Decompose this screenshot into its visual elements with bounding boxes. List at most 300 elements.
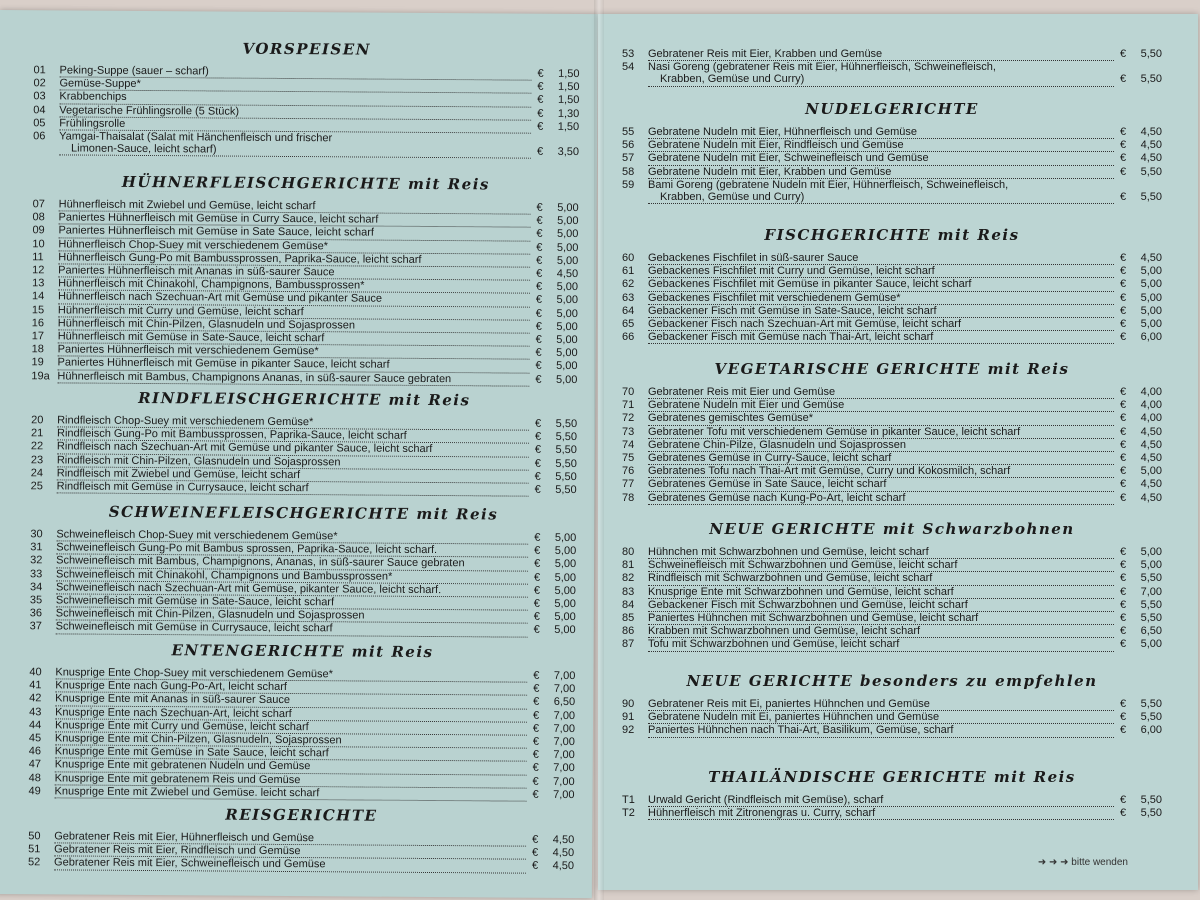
euro-sign: € — [535, 294, 543, 307]
euro-sign: € — [1119, 625, 1127, 638]
item-number: 82 — [622, 572, 635, 585]
menu-item — [622, 386, 1162, 399]
item-number: 24 — [30, 467, 44, 480]
item-number: 03 — [33, 90, 46, 103]
euro-sign: € — [1119, 425, 1127, 438]
item-price: 6,00 — [1140, 331, 1162, 344]
item-price: 4,50 — [552, 833, 575, 847]
item-description: Krabbenchips — [59, 91, 531, 107]
item-description: Schweinefleisch Chop-Suey mit verschiedenem Gemüse* — [56, 528, 528, 544]
euro-sign: € — [1119, 794, 1127, 806]
euro-sign: € — [1119, 724, 1127, 737]
item-price: 7,00 — [553, 788, 575, 801]
menu-section — [622, 48, 1162, 87]
item-description: Gebratene Nudeln mit Eier, Krabben und Gemüse — [648, 166, 1114, 179]
item-description: Schweinefleisch mit Chin-Pilzen, Glasnudeln und Sojasprossen — [56, 608, 528, 624]
item-price: 5,00 — [556, 307, 578, 320]
euro-sign: € — [537, 120, 544, 133]
euro-sign: € — [535, 280, 543, 294]
menu-section — [622, 670, 1162, 738]
euro-sign: € — [1119, 73, 1127, 86]
section-heading: RINDFLEISCHGERICHTE mit Reis — [138, 388, 471, 410]
item-price: 4,00 — [1140, 399, 1162, 412]
item-description: Gebratene Nudeln mit Eier und Gemüse — [648, 399, 1114, 412]
menu-item — [622, 252, 1162, 265]
turn-page-note: ➜ ➜ ➜ bitte wenden — [1037, 857, 1128, 868]
item-number: 77 — [622, 478, 635, 491]
item-number: 86 — [622, 625, 635, 638]
menu-item — [622, 546, 1162, 559]
item-price: 5,00 — [1140, 638, 1162, 651]
menu-item — [622, 612, 1162, 625]
item-price: 1,50 — [557, 120, 580, 133]
euro-sign: € — [1119, 265, 1127, 278]
euro-sign: € — [532, 833, 539, 846]
menu-item — [622, 139, 1162, 152]
section-heading: REISGERICHTE — [225, 805, 378, 825]
item-price: 5,50 — [555, 417, 578, 431]
menu-item — [622, 305, 1162, 318]
item-price: 5,00 — [554, 545, 577, 558]
item-description: Paniertes Hühnerfleisch mit Gemüse in pikanter Sauce, leicht scharf — [57, 357, 529, 373]
item-number: 58 — [622, 165, 635, 178]
item-number: 65 — [622, 318, 635, 331]
menu-section — [28, 638, 575, 802]
euro-sign: € — [1119, 152, 1127, 165]
item-description: Yamgai-Thaisalat (Salat mit Hänchenfleisch und frischer Limonen-Sauce, leicht scharf) — [59, 130, 531, 159]
item-number: 91 — [622, 711, 635, 724]
section-heading: VORSPEISEN — [242, 39, 372, 59]
item-description: Knusprige Ente mit Ananas in süß-saurer Sauce — [55, 693, 527, 709]
euro-sign: € — [535, 320, 542, 333]
menu-item — [28, 857, 574, 874]
menu-item — [622, 452, 1162, 465]
item-description: Paniertes Hühnerfleisch mit Gemüse in Curry Sauce, leicht scharf — [59, 212, 531, 228]
item-number: 73 — [622, 425, 635, 438]
item-number: T1 — [622, 794, 635, 806]
euro-sign: € — [532, 722, 540, 735]
euro-sign: € — [1119, 386, 1127, 398]
euro-sign: € — [532, 762, 539, 775]
item-number: 17 — [31, 330, 45, 343]
item-description: Gebratene Nudeln mit Eier, Schweinefleisch und Gemüse — [648, 152, 1114, 165]
section-heading: SCHWEINEFLEISCHGERICHTE mit Reis — [108, 502, 499, 524]
menu-item — [622, 572, 1162, 585]
item-price: 5,00 — [1140, 465, 1162, 478]
item-description: Gebackener Fisch mit Gemüse nach Thai-Art, leicht scharf — [648, 331, 1114, 344]
euro-sign: € — [537, 80, 544, 93]
item-price: 5,00 — [556, 347, 578, 360]
euro-sign: € — [535, 360, 542, 373]
item-description: Knusprige Ente mit Schwarzbohnen und Gemüse, leicht scharf — [648, 586, 1114, 599]
euro-sign: € — [533, 669, 540, 682]
euro-sign: € — [534, 457, 541, 470]
menu-item — [31, 370, 577, 387]
item-price: 4,00 — [1140, 386, 1162, 398]
menu-section — [622, 358, 1162, 505]
menu-section — [622, 98, 1162, 204]
item-description: Gebratener Reis mit Eier, Hühnerfleisch und Gemüse — [54, 830, 526, 846]
item-price: 5,00 — [1140, 304, 1162, 317]
euro-sign: € — [537, 94, 544, 107]
item-price: 5,00 — [556, 228, 579, 241]
item-description: Rindfleisch mit Zwiebel und Gemüse, leicht scharf — [57, 467, 529, 483]
item-description: Gebratene Chin-Pilze, Glasnudeln und Sojasprossen — [648, 439, 1114, 452]
euro-sign: € — [537, 67, 544, 80]
item-price: 7,00 — [553, 735, 575, 749]
euro-sign: € — [1119, 438, 1127, 451]
item-number: 34 — [29, 581, 43, 594]
item-price: 5,00 — [556, 241, 579, 254]
menu-item — [622, 599, 1162, 612]
item-number: 72 — [622, 412, 635, 425]
item-description: Bami Goreng (gebratene Nudeln mit Eier, Hühnerfleisch, Schweinefleisch, Krabben, Gemüse und Curry) — [648, 179, 1114, 204]
menu-item — [622, 318, 1162, 331]
item-price: 4,50 — [1140, 252, 1162, 264]
item-number: 04 — [33, 103, 46, 116]
item-number: 05 — [33, 117, 46, 130]
item-price: 5,50 — [1140, 73, 1162, 86]
item-description: Schweinefleisch mit Bambus, Champignons, Ananas, in süß-saurer Sauce gebraten — [56, 555, 528, 571]
euro-sign: € — [536, 201, 543, 214]
item-price: 5,00 — [554, 558, 577, 571]
item-price: 5,00 — [556, 333, 578, 347]
item-number: 44 — [28, 719, 42, 732]
item-description: Schweinefleisch mit Gemüse in Currysauce, leicht scharf — [56, 621, 528, 637]
euro-sign: € — [1119, 478, 1127, 491]
item-number: 07 — [32, 198, 45, 211]
item-price: 1,50 — [557, 94, 580, 107]
euro-sign: € — [536, 145, 544, 158]
item-price: 5,00 — [557, 201, 579, 215]
item-description: Krabben mit Schwarzbohnen und Gemüse, leicht scharf — [648, 625, 1114, 638]
item-description: Hühnerfleisch Chop-Suey mit verschiedenem Gemüse* — [58, 238, 530, 254]
item-description: Hühnerfleisch mit Zwiebel und Gemüse, leicht scharf — [59, 198, 531, 214]
item-number: 31 — [30, 541, 43, 554]
item-price: 4,50 — [1140, 438, 1162, 451]
euro-sign: € — [1119, 598, 1127, 611]
item-number: 56 — [622, 139, 635, 152]
item-description: Gebratener Reis mit Ei, paniertes Hühnchen und Gemüse — [648, 698, 1114, 711]
item-price: 5,00 — [554, 624, 576, 637]
item-price: 5,50 — [1140, 165, 1162, 178]
item-description: Gebratener Tofu mit verschiedenem Gemüse in pikanter Sauce, leicht scharf — [648, 426, 1114, 439]
menu-item — [622, 166, 1162, 179]
menu-section — [30, 500, 577, 637]
euro-sign: € — [1119, 698, 1127, 710]
item-description: Peking-Suppe (sauer – scharf) — [60, 64, 532, 80]
menu-item — [622, 625, 1162, 638]
item-number: 76 — [622, 465, 635, 478]
menu-item — [622, 439, 1162, 452]
euro-sign: € — [1119, 612, 1127, 625]
item-number: 21 — [31, 427, 44, 440]
item-description: Hühnerfleisch mit Curry und Gemüse, leicht scharf — [58, 304, 530, 320]
item-description: Rindfleisch mit Chin-Pilzen, Glasnudeln und Sojasprossen — [57, 454, 529, 470]
euro-sign: € — [1119, 638, 1127, 651]
item-number: 85 — [622, 612, 635, 625]
menu-section — [28, 802, 574, 873]
item-number: 15 — [31, 303, 45, 316]
euro-sign: € — [1119, 190, 1127, 203]
item-number: 01 — [33, 64, 46, 77]
section-heading: FISCHGERICHTE mit Reis — [764, 226, 1020, 244]
item-price: 5,50 — [1140, 698, 1162, 710]
item-price: 5,50 — [1140, 598, 1162, 611]
item-price: 4,50 — [1140, 126, 1162, 138]
item-description: Gebratener Reis mit Eier und Gemüse — [648, 386, 1114, 399]
item-price: 5,00 — [554, 531, 577, 545]
item-description: Gemüse-Suppe* — [59, 78, 531, 94]
menu-item — [622, 711, 1162, 724]
euro-sign: € — [533, 696, 540, 709]
menu-item — [622, 48, 1162, 61]
euro-sign: € — [534, 430, 542, 443]
item-description: Paniertes Hühnchen nach Thai-Art, Basilikum, Gemüse, scharf — [648, 724, 1114, 737]
item-description: Hühnerfleisch mit Bambus, Champignons Ananas, in süß-saurer Sauce gebraten — [57, 370, 529, 386]
item-number: 49 — [28, 785, 41, 798]
menu-item — [33, 130, 579, 159]
item-price: 7,00 — [553, 749, 575, 762]
item-number: 78 — [622, 491, 635, 504]
item-price: 4,50 — [552, 847, 575, 860]
item-description: Frühlingsrolle — [59, 117, 531, 133]
item-description: Knusprige Ente nach Szechuan-Art, leicht scharf — [55, 706, 527, 722]
euro-sign: € — [1119, 165, 1127, 178]
euro-sign: € — [1119, 559, 1127, 572]
euro-sign: € — [1119, 546, 1127, 558]
item-description: Knusprige Ente mit Gemüse in Sate Sauce, leicht scharf — [55, 746, 527, 762]
menu-section — [622, 766, 1162, 820]
section-heading: NEUE GERICHTE mit Schwarzbohnen — [709, 520, 1075, 538]
item-price: 7,00 — [1140, 585, 1162, 598]
menu-item — [622, 331, 1162, 344]
menu-page-left — [0, 10, 598, 898]
menu-item — [622, 794, 1162, 807]
item-description: Knusprige Ente nach Gung-Po-Art, leicht scharf — [55, 680, 527, 696]
item-description: Urwald Gericht (Rindfleisch mit Gemüse), scharf — [648, 794, 1114, 807]
euro-sign: € — [1119, 711, 1127, 724]
item-price: 5,00 — [554, 584, 577, 597]
euro-sign: € — [1119, 491, 1127, 504]
item-number: 18 — [31, 343, 44, 356]
item-description: Hühnerfleisch mit Chin-Pilzen, Glasnudeln und Sojasprossen — [58, 317, 530, 333]
euro-sign: € — [532, 775, 539, 788]
item-price: 5,50 — [1140, 794, 1162, 806]
euro-sign: € — [532, 748, 539, 761]
section-heading: NEUE GERICHTE besonders zu empfehlen — [686, 672, 1098, 690]
item-number: 62 — [622, 278, 635, 291]
item-number: 50 — [28, 830, 41, 843]
item-price: 5,50 — [1140, 572, 1162, 585]
item-description: Schweinefleisch mit Chinakohl, Champignons und Bambussprossen* — [56, 568, 528, 584]
euro-sign: € — [534, 470, 541, 483]
item-number: 06 — [33, 130, 46, 143]
item-price: 4,00 — [1140, 412, 1162, 425]
euro-sign: € — [534, 483, 541, 496]
euro-sign: € — [1119, 278, 1127, 291]
item-description: Knusprige Ente mit gebratenen Nudeln und Gemüse — [55, 759, 527, 775]
menu-item — [28, 785, 574, 802]
euro-sign: € — [533, 682, 540, 695]
item-number: 12 — [32, 264, 45, 277]
item-description: Tofu mit Schwarzbohnen und Gemüse, leicht scharf — [648, 638, 1114, 651]
item-number: 87 — [622, 638, 635, 651]
euro-sign: € — [1119, 399, 1127, 412]
item-price: 6,00 — [1140, 724, 1162, 737]
item-description: Gebratene Nudeln mit Eier, Rindfleisch und Gemüse — [648, 139, 1114, 152]
euro-sign: € — [532, 735, 540, 748]
item-number: 90 — [622, 698, 635, 710]
item-price: 4,50 — [1140, 478, 1162, 491]
menu-section — [31, 386, 578, 497]
euro-sign: € — [1119, 318, 1127, 331]
menu-item — [622, 638, 1162, 651]
euro-sign: € — [533, 571, 541, 584]
item-description: Schweinefleisch mit Gemüse in Sate-Sauce, leicht scharf — [56, 594, 528, 610]
euro-sign: € — [1119, 304, 1127, 317]
section-heading: HÜHNERFLEISCHGERICHTE mit Reis — [121, 172, 490, 194]
menu-section — [622, 518, 1162, 652]
item-number: 13 — [32, 277, 45, 290]
item-price: 1,30 — [557, 107, 580, 120]
item-number: 64 — [622, 304, 635, 317]
item-price: 5,50 — [555, 457, 577, 470]
item-number: 16 — [31, 317, 45, 330]
item-number: 36 — [29, 607, 43, 620]
menu-item — [622, 492, 1162, 505]
euro-sign: € — [536, 241, 543, 254]
item-price: 5,00 — [1140, 265, 1162, 278]
item-number: 71 — [622, 399, 635, 412]
item-number: 25 — [30, 480, 43, 493]
item-number: 80 — [622, 546, 635, 558]
item-price: 7,00 — [553, 722, 576, 735]
item-price: 1,50 — [558, 81, 580, 94]
euro-sign: € — [537, 107, 544, 120]
item-price: 7,00 — [553, 775, 575, 788]
item-price: 5,00 — [556, 320, 578, 333]
item-price: 5,00 — [554, 611, 576, 624]
item-price: 5,00 — [556, 254, 579, 267]
item-number: 57 — [622, 152, 635, 165]
item-description: Knusprige Ente Chop-Suey mit verschiedenem Gemüse* — [55, 666, 527, 682]
item-price: 6,50 — [553, 696, 576, 709]
item-description: Nasi Goreng (gebratener Reis mit Eier, Hühnerfleisch, Schweinefleisch, Krabben, Gemüse und Curry) — [648, 61, 1114, 86]
euro-sign: € — [533, 624, 540, 637]
item-number: 51 — [28, 843, 41, 856]
item-description: Gebratenes Gemüse in Sate Sauce, leicht scharf — [648, 478, 1114, 491]
euro-sign: € — [535, 417, 542, 430]
item-price: 5,00 — [554, 597, 576, 611]
euro-sign: € — [532, 846, 539, 859]
euro-sign: € — [533, 610, 540, 624]
item-price: 5,50 — [555, 431, 578, 444]
item-number: 33 — [30, 567, 43, 580]
item-description: Gebratenes gemischtes Gemüse* — [648, 412, 1114, 425]
euro-sign: € — [1119, 412, 1127, 425]
item-number: 92 — [622, 724, 635, 737]
item-description: Paniertes Hühnerfleisch mit Ananas in süß-saurer Sauce — [58, 264, 530, 280]
menu-item — [622, 412, 1162, 425]
item-number: 61 — [622, 265, 635, 278]
euro-sign: € — [532, 709, 540, 722]
item-price: 5,00 — [556, 281, 579, 294]
item-price: 5,50 — [1140, 48, 1162, 60]
item-price: 5,00 — [1140, 559, 1162, 572]
item-description: Knusprige Ente mit Chin-Pilzen, Glasnudeln, Sojasprossen — [55, 732, 527, 748]
item-price: 4,50 — [1140, 152, 1162, 165]
item-number: 02 — [33, 77, 46, 90]
euro-sign: € — [1119, 807, 1127, 820]
euro-sign: € — [536, 254, 543, 267]
item-price: 4,50 — [1140, 425, 1162, 438]
euro-sign: € — [531, 860, 539, 873]
item-description: Schweinefleisch Gung-Po mit Bambus sprossen, Paprika-Sauce, leicht scharf. — [56, 542, 528, 558]
item-number: 60 — [622, 252, 635, 264]
item-description: Gebratenes Gemüse in Curry-Sauce, leicht scharf — [648, 452, 1114, 465]
item-description: Gebratener Reis mit Eier, Krabben und Gemüse — [648, 48, 1114, 61]
item-number: 32 — [30, 554, 43, 567]
item-description: Gebackenes Fischfilet in süß-saurer Sauce — [648, 252, 1114, 265]
item-number: 42 — [29, 692, 42, 705]
item-price: 1,50 — [558, 67, 580, 81]
item-description: Knusprige Ente mit Curry und Gemüse, leicht scharf — [55, 719, 527, 735]
item-description: Hühnerfleisch mit Gemüse in Sate-Sauce, leicht scharf — [58, 330, 530, 346]
euro-sign: € — [1119, 465, 1127, 478]
section-heading: NUDELGERICHTE — [805, 100, 979, 118]
euro-sign: € — [535, 333, 542, 346]
item-description: Gebackener Fisch nach Szechuan-Art mit Gemüse, leicht scharf — [648, 318, 1114, 331]
item-number: 48 — [28, 771, 41, 784]
item-description: Paniertes Hühnerfleisch mit verschiedenem Gemüse* — [58, 344, 530, 360]
euro-sign: € — [1119, 452, 1127, 465]
item-description: Gebackenes Fischfilet mit Curry und Gemüse, leicht scharf — [648, 265, 1114, 278]
euro-sign: € — [532, 788, 539, 801]
item-number: 22 — [30, 440, 44, 453]
item-number: 54 — [622, 61, 635, 74]
item-description: Gebratenes Gemüse nach Kung-Po-Art, leicht scharf — [648, 492, 1114, 505]
item-number: 09 — [32, 224, 45, 237]
menu-item — [622, 265, 1162, 278]
item-price: 4,50 — [1140, 452, 1162, 465]
euro-sign: € — [534, 558, 541, 571]
item-price: 5,50 — [555, 470, 577, 483]
item-number: 10 — [32, 237, 45, 250]
euro-sign: € — [1119, 331, 1127, 344]
menu-item — [30, 621, 576, 638]
item-description: Schweinefleisch nach Szechuan-Art mit Gemüse, pikanter Sauce, leicht scharf. — [56, 581, 528, 597]
item-price: 5,50 — [1140, 807, 1162, 820]
euro-sign: € — [534, 444, 542, 457]
item-number: 75 — [622, 452, 635, 465]
item-description: Gebratenes Tofu nach Thai-Art mit Gemüse, Curry und Kokosmilch, scharf — [648, 465, 1114, 478]
item-description: Hühnchen mit Schwarzbohnen und Gemüse, leicht scharf — [648, 546, 1114, 559]
euro-sign: € — [533, 597, 540, 610]
euro-sign: € — [536, 214, 543, 227]
euro-sign: € — [535, 346, 542, 360]
item-number: T2 — [622, 807, 635, 820]
item-price: 5,00 — [1140, 546, 1162, 558]
item-number: 52 — [28, 856, 41, 869]
item-number: 55 — [622, 126, 635, 138]
euro-sign: € — [535, 373, 542, 386]
euro-sign: € — [534, 544, 541, 557]
item-description: Gebackenes Fischfilet mit Gemüse in pikanter Sauce, leicht scharf — [648, 278, 1114, 291]
item-number: 63 — [622, 291, 635, 304]
item-price: 7,00 — [553, 669, 576, 683]
item-number: 70 — [622, 386, 635, 398]
